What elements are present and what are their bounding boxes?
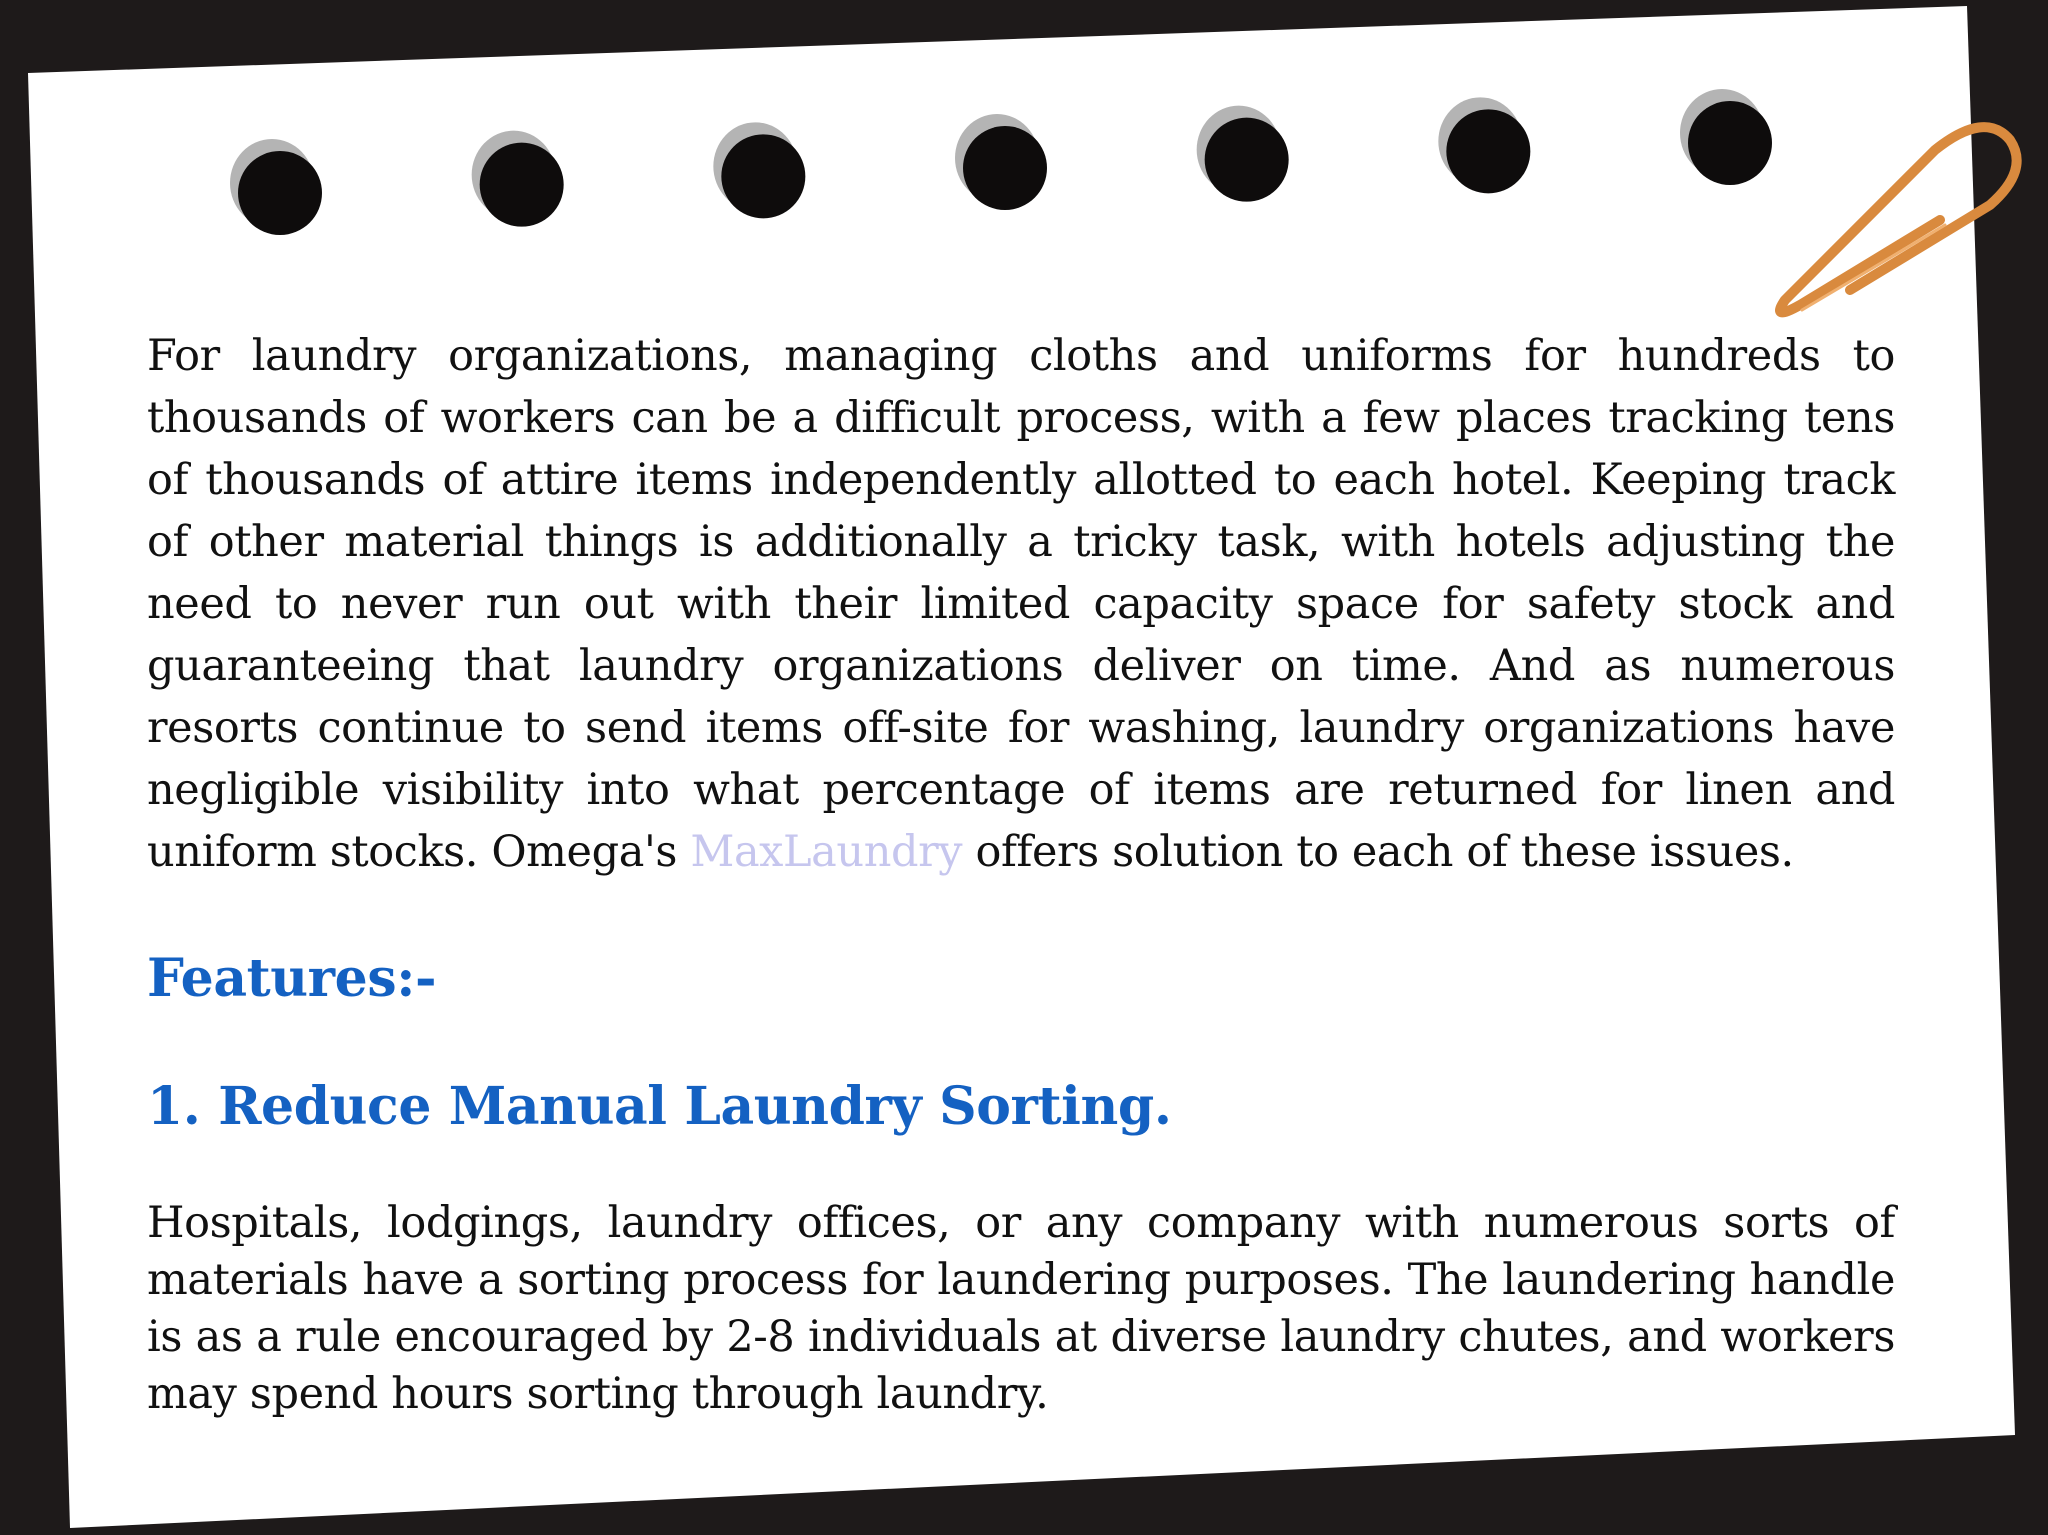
binder-hole [1446, 109, 1530, 193]
binder-hole [1688, 101, 1772, 185]
intro-text-after-link: offers solution to each of these issues. [962, 827, 1794, 877]
binder-hole [963, 126, 1047, 210]
intro-paragraph [147, 325, 1895, 883]
binder-hole [238, 151, 322, 235]
feature-1-paragraph: Hospitals, lodgings, laundry offices, or any company with numerous sorts of materials have a sorting process for laundering purposes. The laundering handle is as a rule encouraged by 2-8 individuals at diverse laundry chutes, and workers may spend hours sorting through laundry. [147, 1198, 1895, 1419]
features-heading: Features:- [147, 948, 437, 1009]
maxlaundry-link[interactable]: MaxLaundry [690, 827, 963, 877]
feature-1-title: 1. Reduce Manual Laundry Sorting. [147, 1076, 1172, 1137]
document-content [147, 325, 1895, 1423]
binder-hole [480, 143, 564, 227]
binder-hole [1205, 118, 1289, 202]
binder-hole [721, 134, 805, 218]
intro-text-before-link: For laundry organizations, managing cloths and uniforms for hundreds to thousands of workers can be a difficult process, with a few places tracking tens of thousands of attire items independently allotted to each hotel. Keeping track of other material things is additionally a tricky task, with hotels adjusting the need to never run out with their limited capacity space for safety stock and guaranteeing that laundry organizations deliver on time. And as numerous resorts continue to send items off-site for washing, laundry organizations have negligible visibility into what percentage of items are returned for linen and uniform stocks. Omega's [147, 331, 1895, 877]
